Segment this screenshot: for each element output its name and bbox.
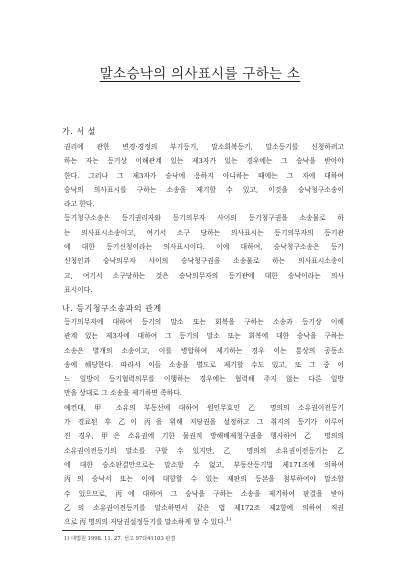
section-b-heading: 나. 등기청구소송과의 관계 [62, 304, 162, 313]
paragraph-line: 는 의사표시소송이고, 여기서 소구 당하는 의사표시는 등기의무자의 등기관 [64, 228, 344, 237]
paragraph-line: 수 있으므로, 丙에 대하여 그 승낙을 구하는 소송을 제기하여 판결을 받아 [64, 489, 344, 498]
section-a-body [64, 140, 344, 297]
footnote: 1) 대법원 1998. 11. 27. 선고 97다41103 판결 [64, 536, 176, 542]
paragraph-line: 느 일방이 등기협력의무를 이행하는 경우에는 협력해 주지 않는 다른 일방 [64, 375, 344, 384]
document-title: 말소승낙의 의사표시를 구하는 소 [99, 66, 301, 82]
paragraph-line: 가 경료된 후 乙이 丙을 위해 저당권을 설정하고 그 취지의 등기가 이루어 [64, 418, 344, 427]
section-b-body [64, 315, 344, 529]
paragraph-line: 등기의무자에 대하여 등기의 말소 또는 회복을 구하는 소송과 등기상 이해 [64, 318, 344, 326]
paragraph-line: 乙의 소유권이전등기를 말소하면서 같은 법 제172조 제2항에 의하여 직권 [64, 503, 344, 512]
paragraph-line: 에 대한 승소판결만으로는 말소할 수 없고, 부동산등기법 제171조에 의하여 [64, 460, 344, 469]
paragraph-line-text: 으로 丙 명의의 저당권설정등기를 말소하게 할 수 있다. [64, 518, 226, 527]
paragraph-line: 丙의 승낙서 또는 이에 대항할 수 있는 재판의 등본을 첨부하여야 말소할 [64, 475, 344, 484]
paragraph-line: 하는 자는 등기상 이해관계 있는 제3자가 있는 경우에는 그 승낙을 받아야 [64, 157, 344, 166]
paragraph-line: 표시이다. [64, 285, 93, 294]
paragraph-line: 승낙의 의사표시를 구하는 소송을 제기할 수 있고, 이것을 승낙청구소송이 [64, 185, 344, 194]
paragraph-line: 예컨대, 甲 소유의 부동산에 대하여 원인무효인 乙 명의의 소유권이전등기 [64, 403, 344, 412]
paragraph-line: 한다. 그러나 그 제3자가 승낙에 응하지 아니하는 때에는 그 자에 대하여 [64, 171, 344, 180]
paragraph-line: 에 대한 등기신청이라는 의사표시이다. 이에 대하여, 승낙청구소송은 등기 [64, 243, 344, 252]
paragraph-line: 등기청구소송은 등기권리자와 등기의무자 사이의 등기청구권을 소송물로 하 [64, 214, 344, 223]
paragraph-line: 진 경우, 甲은 소유권에 기한 물권적 방해배제청구권을 행사하여 乙 명의의 [64, 432, 344, 441]
paragraph-line [64, 515, 344, 529]
section-a-heading: 가. 서 설 [62, 127, 96, 136]
paragraph-line: 신청인과 승낙의무자 사이의 승낙청구권을 소송물로 하는 의사표시소송이 [64, 257, 344, 266]
paragraph-line: 만을 상대로 그 소송을 제기하면 족하다. [64, 389, 183, 398]
paragraph-line: 권리에 관한 변경·경정의 부기등기, 말소회복등기, 말소등기를 신청하려고 [64, 143, 344, 151]
paragraph-line: 송에 해당한다. 따라서 이들 소송을 별도로 제기할 수도 있고, 또 그 중 어 [64, 360, 344, 369]
paragraph-line: 라고 한다. [64, 200, 95, 209]
footnote-reference[interactable]: 1) [225, 516, 232, 523]
paragraph-line: 고, 여기서 소구당하는 것은 승낙의무자의 등기관에 대한 승낙이라는 의사 [64, 271, 344, 280]
paragraph-line: 소송은 별개의 소송이고, 이를 병합하여 제기하는 경우 이는 통상의 공동소 [64, 346, 344, 355]
paragraph-line: 관계 있는 제3자에 대하여 그 등기의 말소 또는 회복에 대한 승낙을 구하는 [64, 332, 344, 341]
paragraph-line: 소유권이전등기의 말소를 구할 수 있지만, 乙 명의의 소유권이전등기는 乙 [64, 446, 344, 455]
footnote-divider [62, 530, 114, 531]
